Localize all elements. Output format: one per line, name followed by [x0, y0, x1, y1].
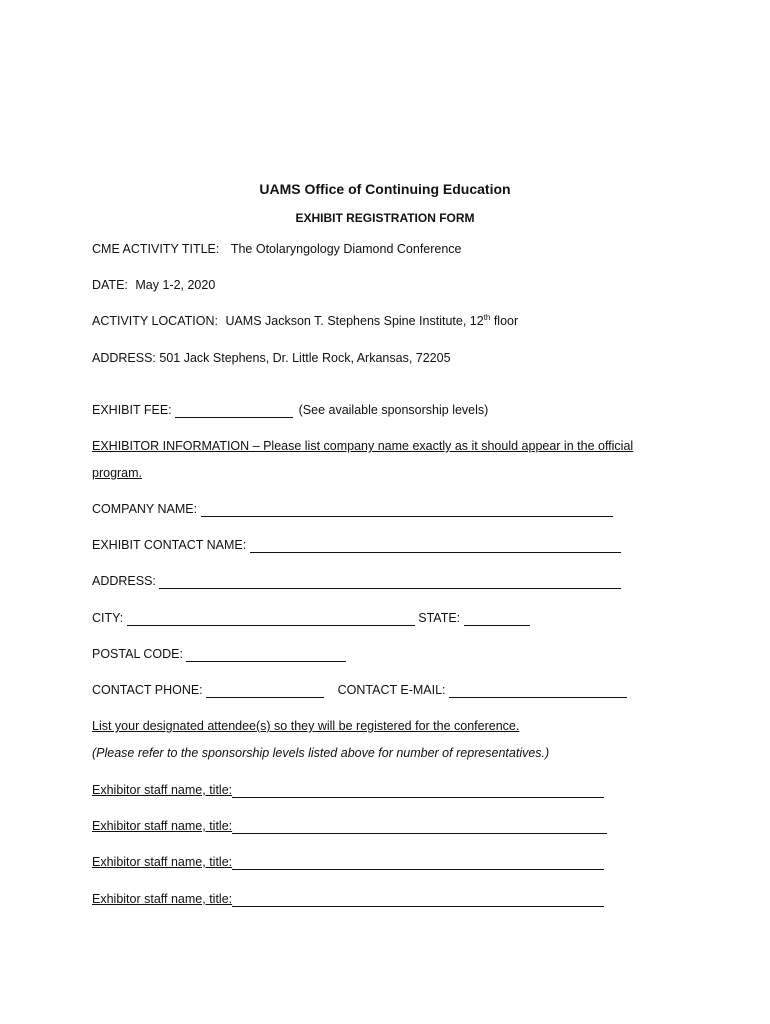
- exhibitor-info-heading-line1: EXHIBITOR INFORMATION – Please list company name exactly as it should appear in the official: [92, 439, 634, 453]
- company-name-row: [92, 501, 613, 517]
- contact-phone-field[interactable]: [206, 683, 324, 698]
- address-row: [92, 350, 451, 366]
- location-row: [92, 313, 518, 329]
- staff-label: Exhibitor staff name, title:: [92, 819, 233, 833]
- staff-field[interactable]: [232, 819, 607, 834]
- location-value: UAMS Jackson T. Stephens Spine Institute, 12th floor: [225, 313, 519, 328]
- exhibitor-address-row: [92, 573, 621, 589]
- date-value: May 1-2, 2020: [135, 278, 216, 292]
- contact-phone-label: CONTACT PHONE:: [92, 683, 203, 697]
- city-state-row: [92, 610, 530, 626]
- exhibit-fee-field[interactable]: [175, 403, 293, 418]
- staff-row: [92, 818, 607, 834]
- staff-label: Exhibitor staff name, title:: [92, 855, 233, 869]
- attendee-instruction: List your designated attendee(s) so they will be registered for the conference.: [92, 719, 520, 733]
- venue-address-value: 501 Jack Stephens, Dr. Little Rock, Arkansas, 72205: [159, 351, 451, 365]
- city-field[interactable]: [127, 611, 415, 626]
- contact-name-row: [92, 537, 621, 553]
- contact-phone-email-row: [92, 682, 627, 698]
- exhibit-fee-row: [92, 402, 488, 418]
- exhibitor-address-field[interactable]: [159, 574, 621, 589]
- exhibitor-info-heading-line2: program.: [92, 466, 143, 480]
- postal-code-row: [92, 646, 346, 662]
- state-field[interactable]: [464, 611, 530, 626]
- form-title: EXHIBIT REGISTRATION FORM: [295, 211, 475, 225]
- exhibitor-address-label: ADDRESS:: [92, 574, 156, 588]
- contact-name-field[interactable]: [250, 538, 621, 553]
- state-label: STATE:: [418, 611, 461, 625]
- contact-name-label: EXHIBIT CONTACT NAME:: [92, 538, 247, 552]
- activity-title-value: The Otolaryngology Diamond Conference: [230, 242, 462, 256]
- company-name-label: COMPANY NAME:: [92, 502, 198, 516]
- city-label: CITY:: [92, 611, 124, 625]
- activity-title-label: CME ACTIVITY TITLE:: [92, 242, 220, 256]
- staff-field[interactable]: [232, 892, 604, 907]
- exhibit-fee-label: EXHIBIT FEE:: [92, 403, 172, 417]
- activity-title-row: [92, 241, 462, 257]
- staff-row: [92, 891, 604, 907]
- postal-code-label: POSTAL CODE:: [92, 647, 183, 661]
- venue-address-label: ADDRESS:: [92, 351, 156, 365]
- staff-row: [92, 854, 604, 870]
- contact-email-label: CONTACT E-MAIL:: [337, 683, 446, 697]
- company-name-field[interactable]: [201, 502, 613, 517]
- staff-field[interactable]: [232, 855, 604, 870]
- form-organization-title: UAMS Office of Continuing Education: [259, 181, 511, 197]
- date-row: [92, 277, 215, 293]
- staff-label: Exhibitor staff name, title:: [92, 783, 233, 797]
- exhibit-fee-note: (See available sponsorship levels): [298, 403, 489, 417]
- postal-code-field[interactable]: [186, 647, 346, 662]
- staff-label: Exhibitor staff name, title:: [92, 892, 233, 906]
- attendee-note: (Please refer to the sponsorship levels listed above for number of representatives.): [92, 746, 550, 760]
- staff-field[interactable]: [232, 783, 604, 798]
- location-label: ACTIVITY LOCATION:: [92, 314, 218, 328]
- date-label: DATE:: [92, 278, 128, 292]
- staff-row: [92, 782, 604, 798]
- contact-email-field[interactable]: [449, 683, 627, 698]
